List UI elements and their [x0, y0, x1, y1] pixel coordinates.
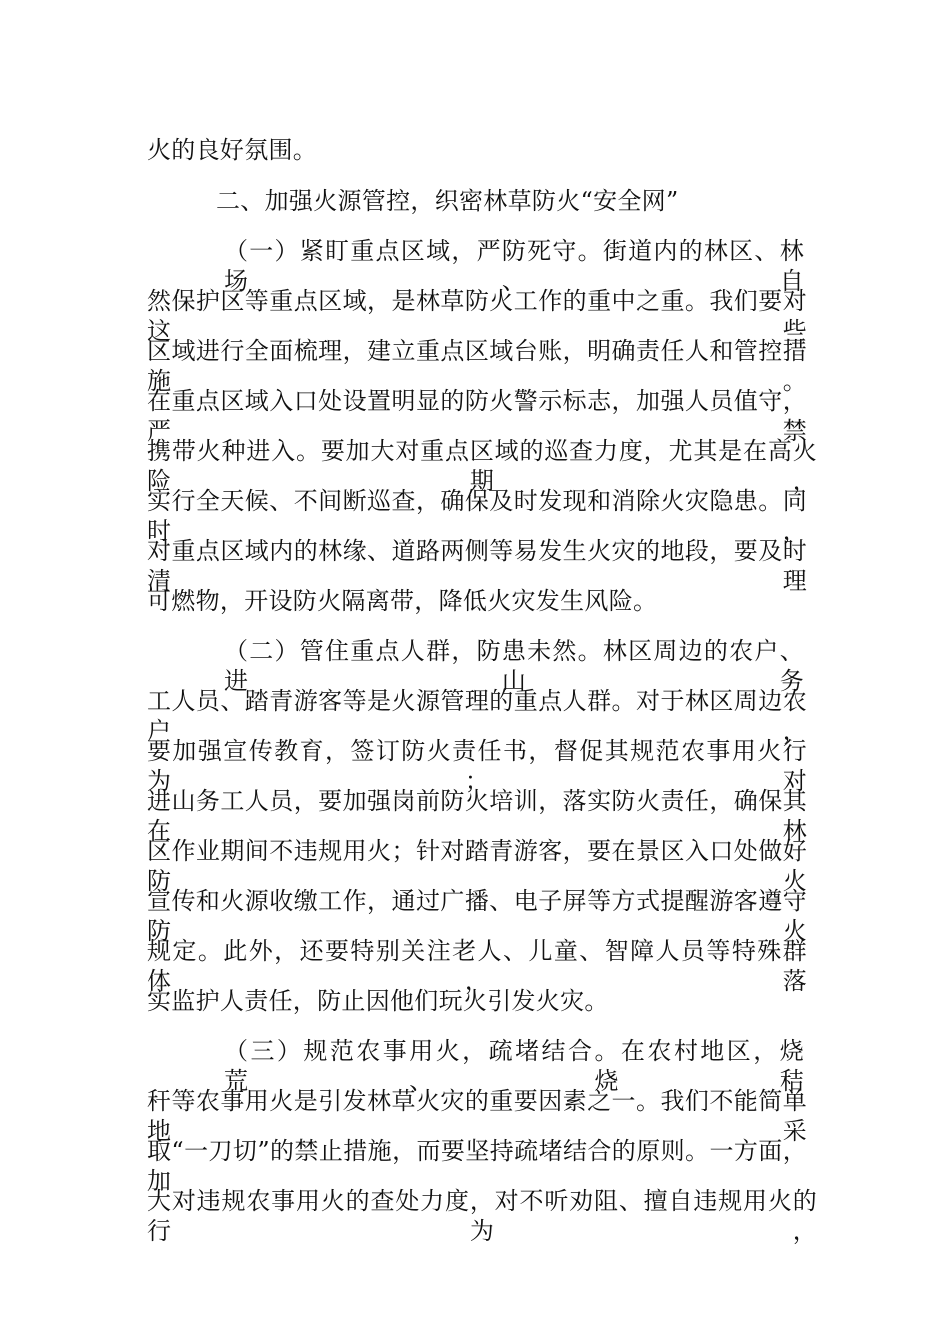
text-line: 进山务工人员，要加强岗前防火培训，落实防火责任，确保其在林: [147, 787, 807, 845]
text-line: 区作业期间不违规用火；针对踏青游客，要在景区入口处做好防火: [147, 837, 807, 895]
paragraph-first-line: （三）规范农事用火，疏堵结合。在农村地区，烧荒、烧秸: [224, 1037, 804, 1095]
paragraph-first-line: （一）紧盯重点区域，严防死守。街道内的林区、林场、自: [224, 237, 804, 295]
paragraph-first-line: （二）管住重点人群，防患未然。林区周边的农户、进山务: [224, 637, 804, 695]
text-line: 规定。此外，还要特别关注老人、儿童、智障人员等特殊群体，落: [147, 937, 807, 995]
text-line: 大对违规农事用火的查处力度，对不听劝阻、擅自违规用火的行为，: [147, 1187, 817, 1245]
text-line: 取“一刀切”的禁止措施，而要坚持疏堵结合的原则。一方面，加: [147, 1137, 807, 1195]
text-line: 火的良好氛围。: [147, 136, 318, 164]
text-line: 要加强宣传教育，签订防火责任书，督促其规范农事用火行为；对: [147, 737, 807, 795]
text-line: 在重点区域入口处设置明显的防火警示标志，加强人员值守，严禁: [147, 387, 807, 445]
text-line: 实监护人责任，防止因他们玩火引发火灾。: [147, 987, 609, 1015]
text-line: 秆等农事用火是引发林草火灾的重要因素之一。我们不能简单地采: [147, 1087, 807, 1145]
text-line: 实行全天候、不间断巡查，确保及时发现和消除火灾隐患。同时，: [147, 487, 807, 545]
text-line: 工人员、踏青游客等是火源管理的重点人群。对于林区周边农户，: [147, 687, 807, 745]
text-line: 携带火种进入。要加大对重点区域的巡查力度，尤其是在高火险期，: [147, 437, 817, 495]
section-heading: 二、加强火源管控，织密林草防火“安全网”: [216, 187, 679, 215]
text-line: 然保护区等重点区域，是林草防火工作的重中之重。我们要对这些: [147, 287, 807, 345]
text-line: 宣传和火源收缴工作，通过广播、电子屏等方式提醒游客遵守防火: [147, 887, 807, 945]
text-line: 可燃物，开设防火隔离带，降低火灾发生风险。: [147, 587, 658, 615]
text-line: 对重点区域内的林缘、道路两侧等易发生火灾的地段，要及时清理: [147, 537, 807, 595]
text-line: 区域进行全面梳理，建立重点区域台账，明确责任人和管控措施。: [147, 337, 807, 395]
